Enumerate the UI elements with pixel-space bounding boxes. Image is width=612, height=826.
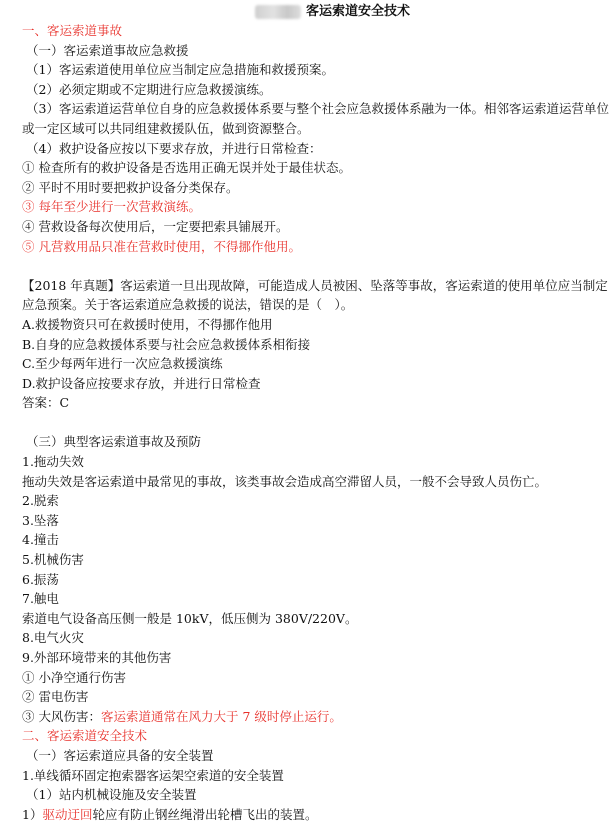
rescue-item: （1）客运索道使用单位应当制定应急措施和救援预案。 [26,62,334,78]
rescue-item: （2）必须定期或不定期进行应急救援演练。 [26,81,272,97]
device-item [0,805,612,825]
accident-type: 8.电气火灾 [22,630,84,646]
device-subcategory: （1）站内机械设施及安全装置 [26,787,197,803]
exam-question: 【2018 年真题】客运索道一旦出现故障，可能造成人员被困、坠落等事故，客运索道的使用单位应当制定 [22,277,608,293]
accident-type: 1.拖动失效 [22,454,84,470]
accident-type: 5.机械伤害 [22,552,84,568]
subsection-safety-devices: （一）客运索道应具备的安全装置 [26,747,214,763]
device-item-number: 1） [22,806,43,822]
accident-type: 2.脱索 [22,493,59,509]
accident-type: 6.振荡 [22,571,59,587]
accident-type: 7.触电 [22,591,59,607]
check-item: ② 平时不用时要把救护设备分类保存。 [22,179,239,195]
rescue-item-continued: 或一定区域可以共同组建救援队伍，做到资源整合。 [22,120,310,136]
check-item: ④ 营救设备每次使用后，一定要把索具铺展开。 [22,218,289,234]
spacer [0,413,612,433]
rescue-item: （3）客运索道运营单位自身的应急救援体系要与整个社会应急救援体系融为一体。相邻客运索道运营单位 [26,101,609,117]
check-item: ① 检查所有的救护设备是否选用正确无误并处于最佳状态。 [22,160,351,176]
exam-answer: 答案：C [22,395,70,411]
check-item-highlight: ⑤ 凡营救用品只准在营救时使用，不得挪作他用。 [22,238,301,254]
device-item-highlight: 驱动迂回 [42,806,93,822]
rescue-item: （4）救护设备应按以下要求存放，并进行日常检查： [26,140,322,156]
accident-description: 索道电气设备高压侧一般是 10kV，低压侧为 380V/220V。 [22,610,358,626]
blurred-logo [255,5,301,19]
external-hazard-wind [0,707,612,727]
accident-type: 4.撞击 [22,532,59,548]
accident-type: 3.坠落 [22,512,59,528]
subsection-emergency-rescue: （一）客运索道事故应急救援 [26,42,189,58]
exam-option-a: A.救援物资只可在救援时使用，不得挪作他用 [22,316,273,332]
wind-label: ③ 大风伤害： [22,708,101,724]
subsection-typical-accidents: （三）典型客运索道事故及预防 [26,434,202,450]
section-heading-accidents: 一、客运索道事故 [22,23,123,38]
check-item-highlight: ③ 每年至少进行一次营救演练。 [22,199,201,215]
external-hazard: ② 雷电伤害 [22,689,89,705]
exam-option-b: B.自身的应急救援体系要与社会应急救援体系相衔接 [22,336,311,352]
exam-question-continued: 应急预案。关于客运索道应急救援的说法，错误的是（ ）。 [22,297,354,313]
accident-type: 9.外部环境带来的其他伤害 [22,650,172,665]
document-title: 客运索道安全技术 [306,4,411,19]
external-hazard: ① 小净空通行伤害 [22,669,126,685]
device-category: 1.单线循环固定抱索器客运架空索道的安全装置 [22,767,284,783]
accident-description: 拖动失效是客运索道中最常见的事故，该类事故会造成高空滞留人员，一般不会导致人员伤亡。 [22,473,548,489]
section-heading-safety-tech: 二、客运索道安全技术 [22,728,148,744]
spacer [0,256,612,276]
document-content [0,21,612,824]
title-row [0,3,612,21]
device-item-text: 轮应有防止钢丝绳滑出轮槽飞出的装置。 [92,806,318,822]
wind-rule-highlight: 客运索道通常在风力大于 7 级时停止运行。 [100,708,342,724]
exam-option-d: D.救护设备应按要求存放，并进行日常检查 [22,375,261,391]
exam-option-c: C.至少每两年进行一次应急救援演练 [22,356,223,372]
